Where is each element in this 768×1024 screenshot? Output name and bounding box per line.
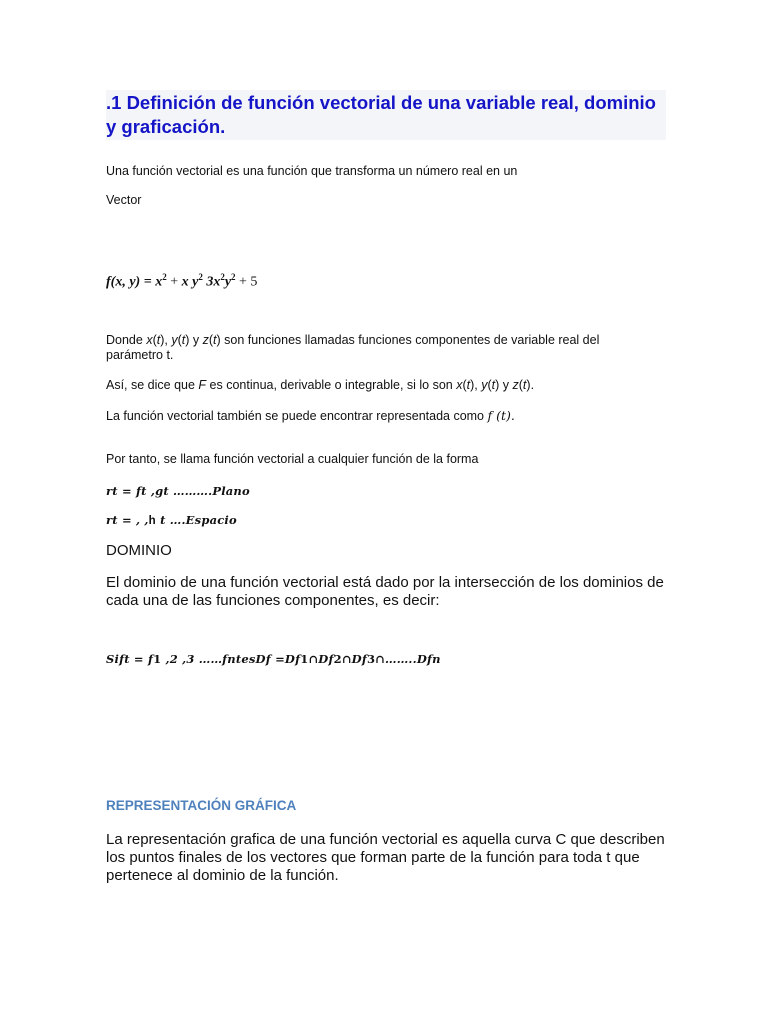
representacion-heading: REPRESENTACIÓN GRÁFICA [106,798,297,813]
donde-text: Donde [106,333,147,347]
dominio-paragraph: El dominio de una función vectorial está dado por la intersección de los dominios de cada una de las funciones componentes, es decir: [106,574,664,609]
espacio-text: rt = , , [106,513,149,527]
donde-text: ( [152,333,157,347]
formula-text: ∩Df [308,652,334,666]
equation-tail: + 5 [235,274,258,290]
representacion-paragraph: La representación grafica de una función vectorial es aquella curva C que describen los puntos finales de los vectores que forman parte de la función para toda t que pertenece al dominio de la función. [106,831,665,884]
asi-x: x [456,378,463,392]
intro-line-2: Vector [106,193,142,207]
representada-text: La función vectorial también se puede encontrar representada como [106,409,488,423]
asi-z: z [512,378,519,392]
donde-text: ), [160,333,172,347]
dominio-formula [106,652,441,666]
asi-paragraph: Así, se dice que F es continua, derivable o integrable, si lo son x(t), y(t) y z(t). [106,378,535,392]
donde-t: t [213,333,217,347]
plano-formula: rt = ft ,gt ……….Plano [106,484,250,498]
equation-exp-3: 2 [220,272,225,282]
asi-text: es continua, derivable o integrable, si lo son [206,378,457,392]
por-tanto-paragraph: Por tanto, se llama función vectorial a cualquier función de la forma [106,452,479,466]
donde-text: ) y [185,333,203,347]
equation-term-1: x [155,274,163,290]
asi-text: Así, se dice que [106,378,199,392]
donde-y: y [171,333,178,347]
page-title: .1 Definición de función vectorial de una variable real, dominio y graficación. [106,90,666,140]
formula-text: Sift = f [106,652,154,666]
formula-num: 1 [300,652,309,666]
equation-term-4: y [224,274,232,290]
formula-text: ∩……..Dfn [375,652,441,666]
asi-t: t [491,378,496,392]
equation-plus: + [166,274,182,290]
formula-num: 2 [333,652,342,666]
espacio-formula [106,513,237,527]
equation-term-2: x y [181,274,199,290]
donde-x: x [146,333,153,347]
vector-function-equation [106,272,257,291]
donde-paragraph [106,333,626,363]
asi-y: y [481,378,488,392]
dominio-heading: DOMINIO [106,542,172,559]
donde-text: ( [208,333,214,347]
equation-term-3: 3x [202,274,221,290]
donde-t: t [156,333,161,347]
equation-lhs: f(x, y) = [106,274,156,290]
asi-t: t [466,378,471,392]
equation-exp-2: 2 [198,272,203,282]
espacio-text: t ….Espacio [155,513,237,527]
representada-paragraph [106,408,626,424]
asi-F: F [198,378,207,392]
donde-t: t [181,333,186,347]
donde-z: z [202,333,209,347]
donde-text: ( [177,333,182,347]
equation-exp-4: 2 [231,272,236,282]
donde-text: ) son funciones llamadas funciones componentes de variable real del parámetro t. [106,333,600,362]
equation-exp-1: 2 [162,272,167,282]
formula-text: ,2 ,3 ……fntesDf =Df [161,652,301,666]
representada-symbol: f (t). [487,408,515,423]
intro-line-1: Una función vectorial es una función que transforma un número real en un [106,164,518,178]
formula-num: 1 [153,652,162,666]
espacio-h: h [148,515,156,527]
asi-t: t [522,378,527,392]
formula-text: ∩Df [341,652,367,666]
formula-num: 3 [366,652,376,666]
